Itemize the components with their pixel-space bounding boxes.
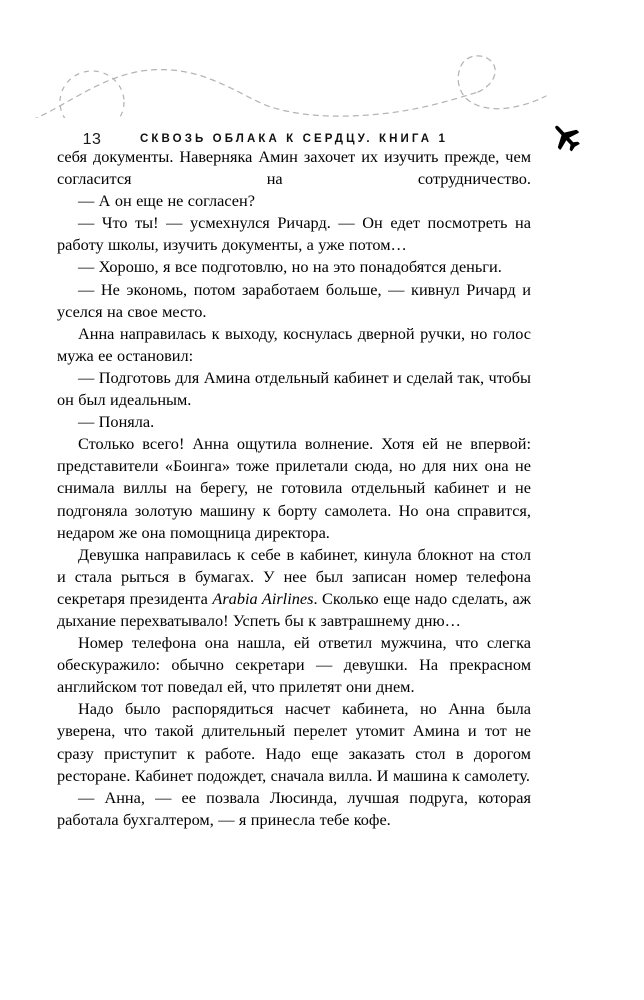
paragraph: — Анна, — ее позвала Люсинда, лучшая подруга, которая работала бухгалтером, — я принесла тебе кофе.	[57, 787, 531, 829]
running-head	[0, 48, 644, 148]
page-number: 13	[82, 131, 102, 148]
paragraph: Анна направилась к выходу, коснулась дверной ручки, но голос мужа ее остановил:	[57, 323, 531, 365]
paragraph: — Поняла.	[78, 412, 155, 432]
running-title: СКВОЗЬ ОБЛАКА К СЕРДЦУ. КНИГА 1	[140, 133, 448, 145]
paragraph: Надо было распорядиться насчет кабинета, но Анна была уверена, что такой длительный перелет утомит Амина и тот не сразу приступит к работе. Надо еще заказать стол в дорогом ресторане. Кабинет подождет, сначала вилла. И машина к самолету.	[57, 699, 531, 785]
airline-name-italic: Arabia Airlines	[212, 588, 314, 608]
paragraph-text-before-italic: Девушка направилась к себе в кабинет, кинула блокнот на стол и стала рыться в бумагах. У нее был записан номер телефона секретаря президента	[57, 544, 531, 608]
paragraph: — Не экономь, потом заработаем больше, — кивнул Ричард и уселся на свое место.	[57, 279, 531, 321]
paragraph: — А он еще не согласен?	[78, 191, 255, 211]
paragraph: Номер телефона она нашла, ей ответил мужчина, что слегка обескуражило: обычно секретари — девушки. На прекрасном английском тот поведал ей, что прилетят они днем.	[57, 633, 531, 697]
paragraph: — Что ты! — усмехнулся Ричард. — Он едет посмотреть на работу школы, изучить документы, а уже потом…	[57, 213, 531, 255]
paragraph: Столько всего! Анна ощутила волнение. Хотя ей не впервой: представители «Боинга» тоже прилетали сюда, но для них она не снимала виллы на берегу, не готовила отдельный кабинет и не подгоняла золотую машину к борту самолета. Но она справится, недаром же она помощница директора.	[57, 434, 531, 542]
paragraph-text-after-italic: . Сколько еще надо сделать, аж дыхание перехватывало! Успеть бы к завтрашнему дню…	[57, 588, 531, 630]
paragraph: — Подготовь для Амина отдельный кабинет и сделай так, чтобы он был идеальным.	[57, 367, 531, 410]
paragraph: себя документы. Наверняка Амин захочет их изучить прежде, чем согласится на сотрудничество.	[57, 147, 531, 189]
body-text	[57, 146, 531, 831]
paragraph: — Хорошо, я все подготовлю, но на это понадобятся деньги.	[78, 257, 502, 277]
airplane-icon	[549, 121, 583, 155]
paragraph-with-italic	[57, 544, 531, 632]
dashed-flight-path	[0, 48, 644, 118]
